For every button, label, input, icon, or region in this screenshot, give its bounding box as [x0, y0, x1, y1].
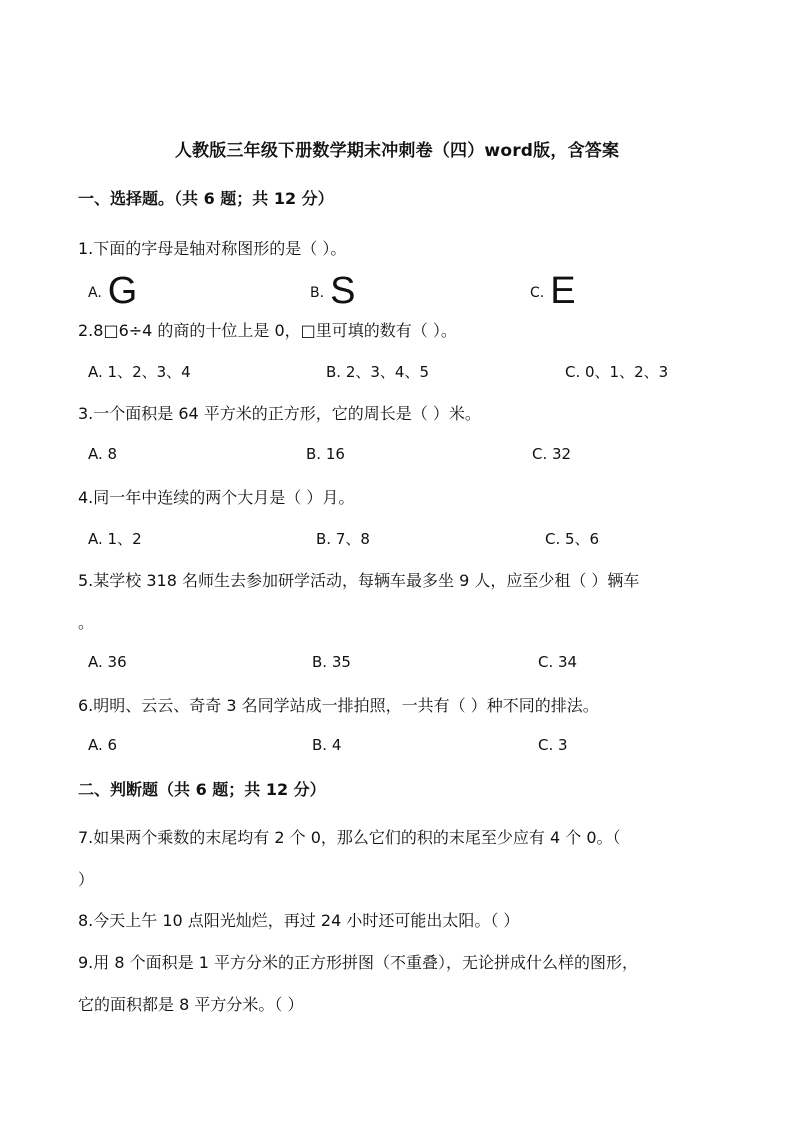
- question-7: 7.如果两个乘数的末尾均有 2 个 0，那么它们的积的末尾至少应有 4 个 0。（: [78, 828, 621, 847]
- q2-option-b: B. 2、3、4、5: [326, 363, 430, 381]
- question-6: 6.明明、云云、奇奇 3 名同学站成一排拍照，一共有（ ）种不同的排法。: [78, 696, 599, 715]
- q6-option-a: A. 6: [88, 736, 118, 754]
- question-9: 9.用 8 个面积是 1 平方分米的正方形拼图（不重叠），无论拼成什么样的图形，: [78, 953, 638, 972]
- q1-option-c: [530, 272, 576, 310]
- question-5-continuation: 。: [78, 613, 95, 632]
- q1-option-a-label: A.: [88, 285, 102, 301]
- q1-option-c-letter: E: [550, 270, 576, 312]
- question-1: 1.下面的字母是轴对称图形的是（ ）。: [78, 239, 347, 258]
- section-multiple-choice-heading: 一、选择题。（共 6 题；共 12 分）: [78, 189, 334, 208]
- question-4: 4.同一年中连续的两个大月是（ ）月。: [78, 488, 355, 507]
- question-9-continuation: 它的面积都是 8 平方分米。（ ）: [78, 995, 304, 1014]
- q4-option-c: C. 5、6: [545, 530, 600, 548]
- q3-option-c: C. 32: [532, 445, 572, 463]
- question-3: 3.一个面积是 64 平方米的正方形，它的周长是（ ）米。: [78, 404, 481, 423]
- q4-option-a: A. 1、2: [88, 530, 142, 548]
- question-7-continuation: ）: [78, 870, 95, 889]
- q2-option-a: A. 1、2、3、4: [88, 363, 191, 381]
- section-true-false-heading: 二、判断题（共 6 题；共 12 分）: [78, 780, 326, 799]
- q5-option-c: C. 34: [538, 653, 578, 671]
- q1-option-c-label: C.: [530, 285, 545, 301]
- question-2: 2.8□6÷4 的商的十位上是 0，□里可填的数有（ ）。: [78, 321, 457, 340]
- question-8: 8.今天上午 10 点阳光灿烂，再过 24 小时还可能出太阳。（ ）: [78, 911, 520, 930]
- q4-option-b: B. 7、8: [316, 530, 370, 548]
- q1-option-b-label: B.: [310, 285, 325, 301]
- q6-option-b: B. 4: [312, 736, 342, 754]
- q2-option-c: C. 0、1、2、3: [565, 363, 669, 381]
- question-5: 5.某学校 318 名师生去参加研学活动，每辆车最多坐 9 人，应至少租（ ）辆车: [78, 571, 640, 590]
- q1-option-a: [88, 272, 137, 310]
- q1-option-a-letter: G: [107, 270, 138, 312]
- q3-option-a: A. 8: [88, 445, 118, 463]
- q1-option-b-letter: S: [330, 270, 356, 312]
- q5-option-b: B. 35: [312, 653, 351, 671]
- q3-option-b: B. 16: [306, 445, 345, 463]
- q6-option-c: C. 3: [538, 736, 568, 754]
- page-title: 人教版三年级下册数学期末冲刺卷（四）word版，含答案: [174, 141, 620, 161]
- q5-option-a: A. 36: [88, 653, 127, 671]
- q1-option-b: [310, 272, 355, 310]
